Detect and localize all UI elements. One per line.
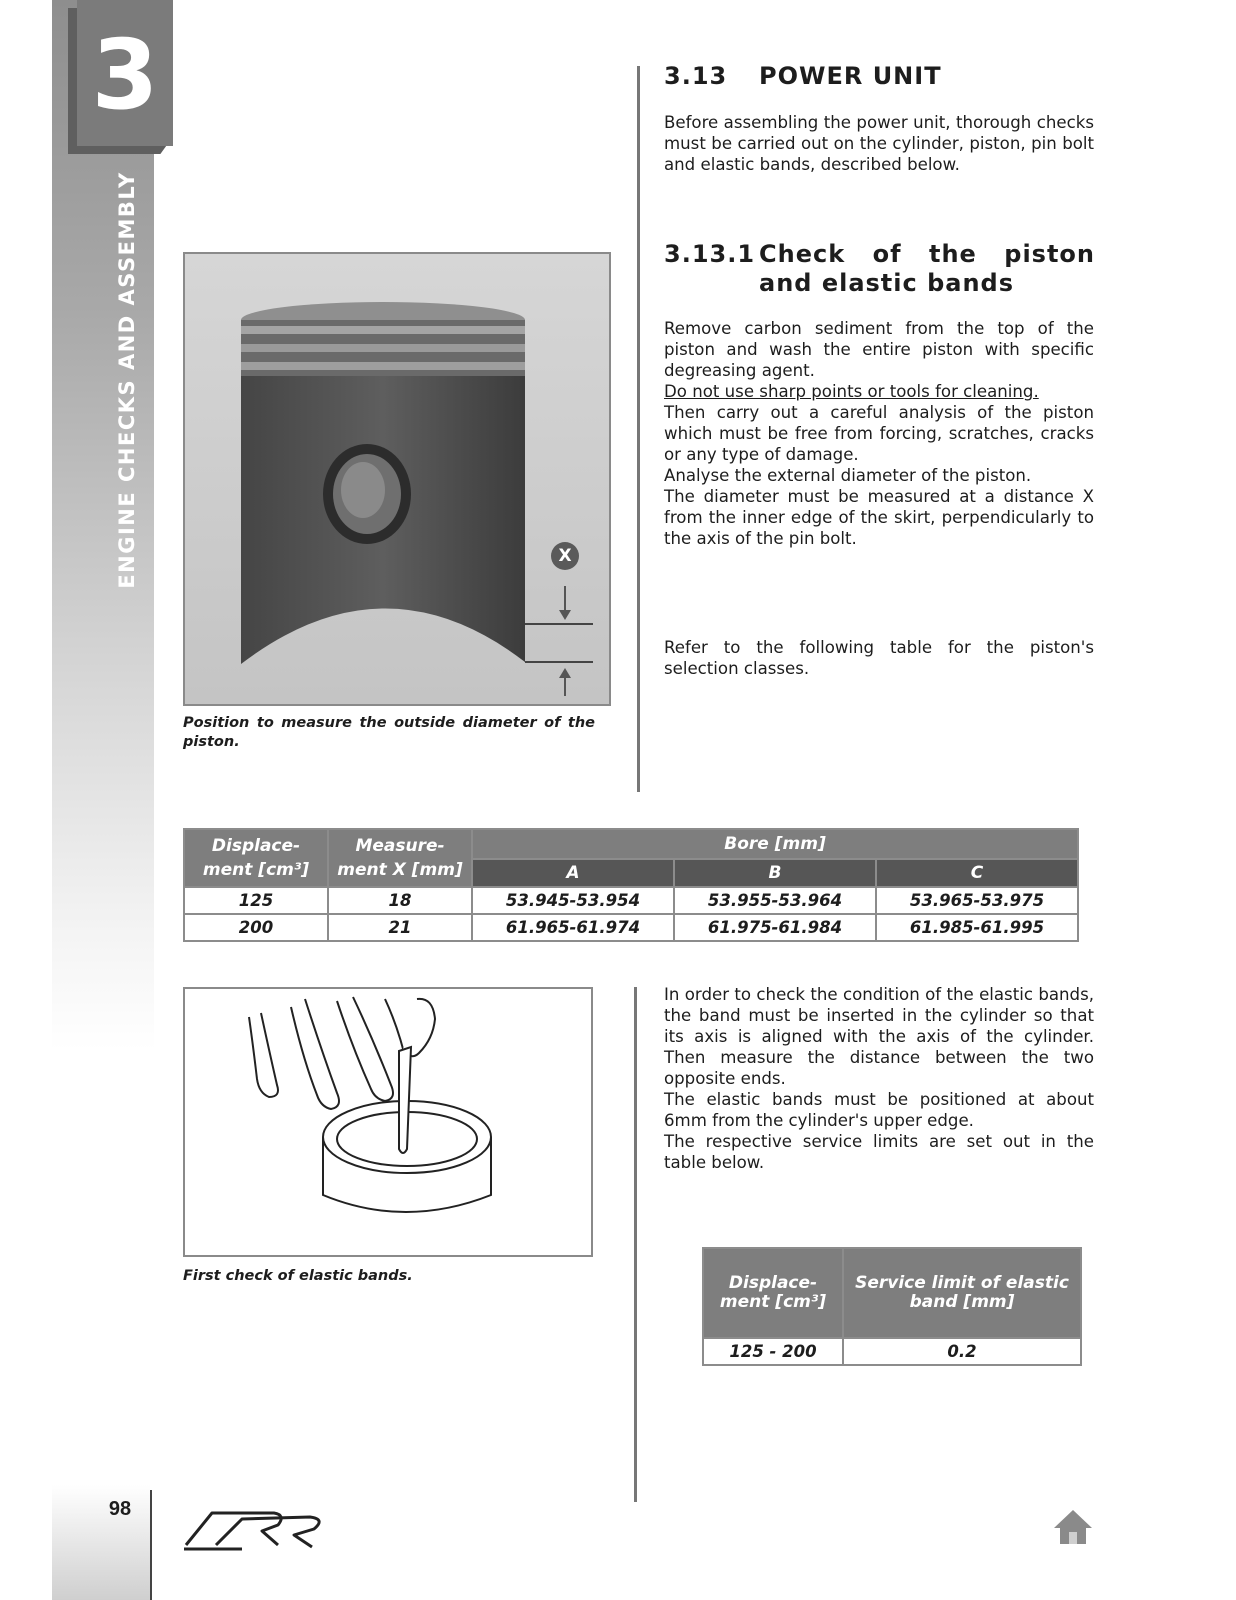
footer-divider (150, 1490, 152, 1600)
paragraph: Remove carbon sediment from the top of the piston and wash the entire piston with specific degreasing agent. (664, 319, 1094, 380)
cell-class-c: 61.985-61.995 (876, 914, 1078, 941)
cell-service-limit: 0.2 (843, 1338, 1081, 1365)
hand-feeler-gauge-drawing (185, 989, 591, 1255)
cell-class-b: 61.975-61.984 (674, 914, 876, 941)
section-intro: Before assembling the power unit, thorough checks must be carried out on the cylinder, piston, pin bolt and elastic bands, described below. (664, 113, 1094, 174)
cell-class-c: 53.965-53.975 (876, 887, 1078, 914)
page-number: 98 (108, 1498, 132, 1520)
piston-illustration (185, 254, 609, 704)
table-reference: Refer to the following table for the piston's selection classes. (664, 638, 1094, 678)
header-measurement: Measure-ment X [mm] (328, 829, 472, 887)
header-displacement: Displace-ment [cm³] (703, 1248, 843, 1338)
paragraph: The elastic bands must be positioned at about 6mm from the cylinder's upper edge. (664, 1090, 1094, 1130)
warning-paragraph: Do not use sharp points or tools for cleaning. (664, 382, 1039, 401)
cell-displacement: 125 (184, 887, 328, 914)
paragraph: The respective service limits are set out in the table below. (664, 1132, 1094, 1172)
column-divider-top (637, 66, 640, 792)
subsection-title: Check of the piston and elastic bands (759, 240, 1095, 297)
rr-logo (182, 1505, 332, 1553)
table-row (184, 887, 1078, 914)
elastic-band-caption: First check of elastic bands. (183, 1268, 413, 1284)
column-divider-bottom (634, 987, 637, 1502)
section-title: POWER UNIT (759, 62, 942, 90)
cell-measurement: 21 (328, 914, 472, 941)
header-class-c: C (876, 859, 1078, 887)
bore-table (183, 828, 1079, 942)
cell-class-a: 53.945-53.954 (472, 887, 674, 914)
subsection-number: 3.13.1 (664, 240, 756, 268)
cell-class-a: 61.965-61.974 (472, 914, 674, 941)
chapter-number: 3 (91, 19, 159, 131)
paragraph: The diameter must be measured at a distance X from the inner edge of the skirt, perpendicularly to the axis of the pin bolt. (664, 487, 1094, 548)
home-icon[interactable] (1052, 1508, 1094, 1546)
paragraph: Analyse the external diameter of the piston. (664, 466, 1032, 485)
piston-photo-caption: Position to measure the outside diameter of the piston. (183, 715, 595, 750)
elastic-band-text (664, 984, 1094, 1173)
section-number: 3.13 (664, 62, 728, 90)
header-bore: Bore [mm] (472, 829, 1078, 859)
header-service-limit: Service limit of elastic band [mm] (843, 1248, 1081, 1338)
cell-displacement: 125 - 200 (703, 1338, 843, 1365)
header-class-a: A (472, 859, 674, 887)
table-row (703, 1338, 1081, 1365)
paragraph: Then carry out a careful analysis of the piston which must be free from forcing, scratches, cracks or any type of damage. (664, 403, 1094, 464)
service-limit-table (702, 1247, 1082, 1366)
header-displacement: Displace-ment [cm³] (184, 829, 328, 887)
table-row (184, 914, 1078, 941)
elastic-band-sketch (183, 987, 593, 1257)
cell-measurement: 18 (328, 887, 472, 914)
measurement-marker-x: X (558, 546, 572, 566)
subsection-body (664, 318, 1094, 549)
chapter-title: ENGINE CHECKS AND ASSEMBLY (115, 171, 139, 589)
header-class-b: B (674, 859, 876, 887)
paragraph: In order to check the condition of the elastic bands, the band must be inserted in the cylinder so that its axis is aligned with the axis of the cylinder. Then measure the distance between the two opposite ends. (664, 985, 1094, 1088)
cell-displacement: 200 (184, 914, 328, 941)
cell-class-b: 53.955-53.964 (674, 887, 876, 914)
piston-photo (183, 252, 611, 706)
